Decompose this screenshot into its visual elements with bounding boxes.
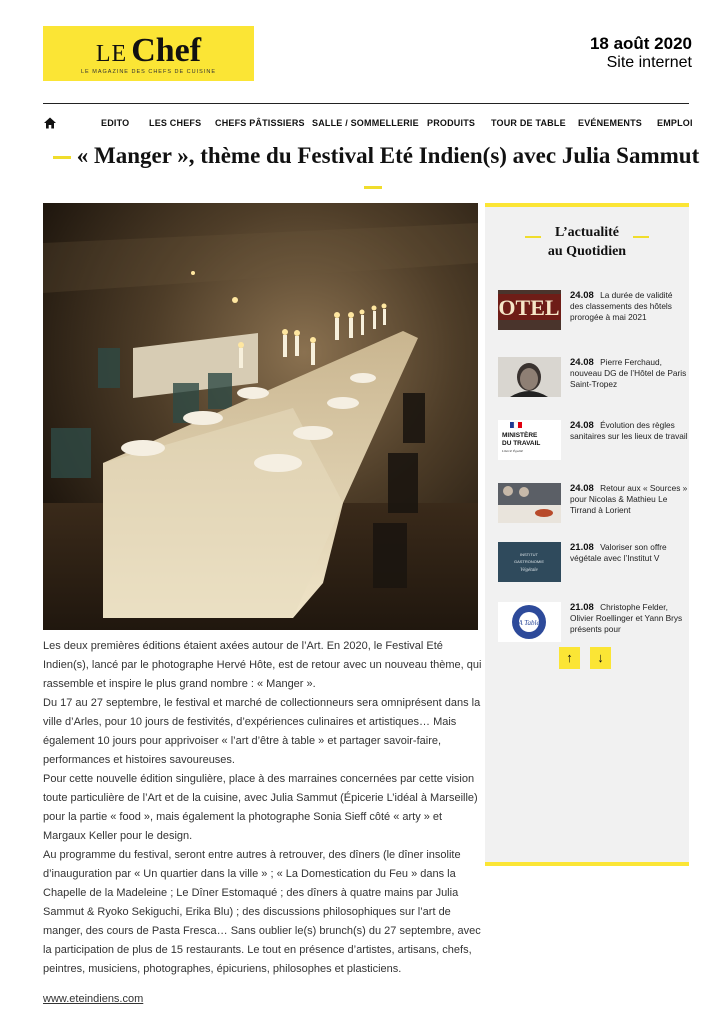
logo[interactable] [43,26,254,81]
logo-tagline: LE MAGAZINE DES CHEFS DE CUISINE [81,69,216,75]
nav-divider [43,103,689,104]
article-title [43,141,703,201]
news-text[interactable] [570,542,688,564]
logo-wordmark [43,32,254,70]
news-item[interactable] [498,542,686,594]
nav-item-evenements[interactable]: EVÉNEMENTS [578,118,643,128]
news-text[interactable] [570,602,688,635]
ministry-label-2: DU TRAVAIL [502,440,541,447]
vegetale-label: Végétale [520,568,538,573]
article-title-text: « Manger », thème du Festival Eté Indien(s) avec Julia Sammut [76,143,700,168]
nav-item-les-chefs[interactable]: LES CHEFS [149,118,202,128]
institut-v-logo [498,542,561,582]
news-item[interactable] [498,483,686,535]
article-paragraph: Du 17 au 27 septembre, le festival et marché de collectionneurs sera omniprésent dans la ville d’Arles, pour 10 jours de festivités, d’expériences culinaires et artistiques… Mais également 10 jours pour apprivoiser « l’art d’être à table » et partager savoir-faire, performances et histoires savoureuses. [43,697,481,766]
title-dash-left [53,156,71,159]
news-sidebar [485,203,689,866]
article-paragraph: Les deux premières éditions étaient axées autour de l’Art. En 2020, le Festival Eté Indien(s), lancé par le photographe Hervé Hôte, est de retour avec un nouveau thème, qui rassemble et inspire le plus grand nombre : « Manger ». [43,640,482,690]
article-body [43,637,483,979]
arrow-down-icon[interactable]: ↓ [590,647,611,669]
news-headline[interactable]: Évolution des règles sanitaires sur les lieux de travail [570,420,688,441]
nav-item-produits[interactable]: PRODUITS [427,118,476,128]
press-date: 18 août 2020 [589,34,692,53]
logo-le: LE [95,41,128,67]
nav-item-edito[interactable]: EDITO [101,118,130,128]
ministry-motto: Liberté Égalité [502,449,524,453]
title-dash-right [364,186,382,189]
institut-label: INSTITUT [520,552,538,557]
news-date: 21.08 [570,542,594,553]
a-table-text: A Table [518,619,540,627]
main-nav [43,116,693,132]
hotel-sign-text: OTEL [498,295,560,320]
ministry-logo [498,420,561,460]
news-thumbnail[interactable] [498,290,561,330]
news-date: 24.08 [570,420,594,431]
a-table-poster [498,602,561,642]
news-headline[interactable]: Christophe Felder, Olivier Roellinger et Yann Brys présents pour [570,602,683,634]
sidebar-title [485,223,689,261]
news-headline[interactable]: La durée de validité des classements des hôtels prorogée à mai 2021 [570,290,673,322]
home-icon[interactable] [43,116,57,130]
nav-item-emploi[interactable]: EMPLOI [657,118,693,128]
nav-item-chefs-patissiers[interactable]: CHEFS PÂTISSIERS [215,118,305,128]
portrait-image [498,357,561,397]
festival-link[interactable]: www.eteindiens.com [43,993,144,1005]
hotel-sign-image [498,290,561,330]
news-text[interactable] [570,357,688,390]
gastronomie-label: GASTRONOMIE [513,559,545,564]
article-paragraph: Au programme du festival, seront entre autres à retrouver, des dîners (le dîner insolite d’inauguration par « Un quartier dans la ville » ; « La Domestication du Feu » dans la Chapelle de la Madeleine ; Le Dîner Estomaqué ; des dîners à quatre mains par Julia Sammut & Ryoko Sekiguchi, Erika Blu) ; des discussions philosophiques sur l’art de manger, des cours de Pasta Fresca… Sans oublier le(s) brunch(s) du 27 septembre, avec la participation de plus de 15 restaurants. Le tout en présence d’artistes, artisans, chefs, peintres, musiciens, photographes, épicuriens, philosophes et plasticiens. [43,849,481,975]
news-headline[interactable]: Pierre Ferchaud, nouveau DG de l’Hôtel de Paris Saint-Tropez [570,357,687,389]
nav-item-tour-de-table[interactable]: TOUR DE TABLE [491,118,566,128]
news-date: 21.08 [570,602,594,613]
news-date: 24.08 [570,483,594,494]
news-headline[interactable]: Retour aux « Sources » pour Nicolas & Mathieu Le Tirrand à Lorient [570,483,688,515]
press-source: Site internet [606,54,692,71]
ministry-label-1: MINISTÈRE [502,432,538,439]
news-thumbnail[interactable] [498,542,561,582]
nav-item-salle-sommellerie[interactable]: SALLE / SOMMELLERIE [312,118,419,128]
news-text[interactable] [570,290,688,323]
chefs-photo [498,483,561,523]
news-text[interactable] [570,483,688,516]
news-date: 24.08 [570,290,594,301]
arrow-up-icon[interactable]: ↑ [559,647,580,669]
news-thumbnail[interactable] [498,483,561,523]
news-item[interactable] [498,420,686,472]
article-paragraph: Pour cette nouvelle édition singulière, place à des marraines concernées par cette vision toute particulière de l’Art et de la cuisine, avec Julia Sammut (Épicerie L’idéal à Marseille) pour la partie « food », mais également la photographe Sonia Sieff côté « arty » et Margaux Keller pour le design. [43,773,478,842]
news-thumbnail[interactable] [498,420,561,460]
news-thumbnail[interactable] [498,357,561,397]
news-thumbnail[interactable] [498,602,561,642]
sidebar-title-line2: au Quotidien [547,244,627,259]
news-item[interactable] [498,357,686,409]
sidebar-title-line1: L’actualité [554,225,620,240]
news-date: 24.08 [570,357,594,368]
article-photo [43,203,478,630]
banquet-photo-illustration [43,203,478,630]
news-headline[interactable]: Valoriser son offre végétale avec l’Institut V [570,542,667,563]
logo-chef: Chef [131,32,202,69]
news-text[interactable] [570,420,688,442]
news-item[interactable] [498,290,686,342]
